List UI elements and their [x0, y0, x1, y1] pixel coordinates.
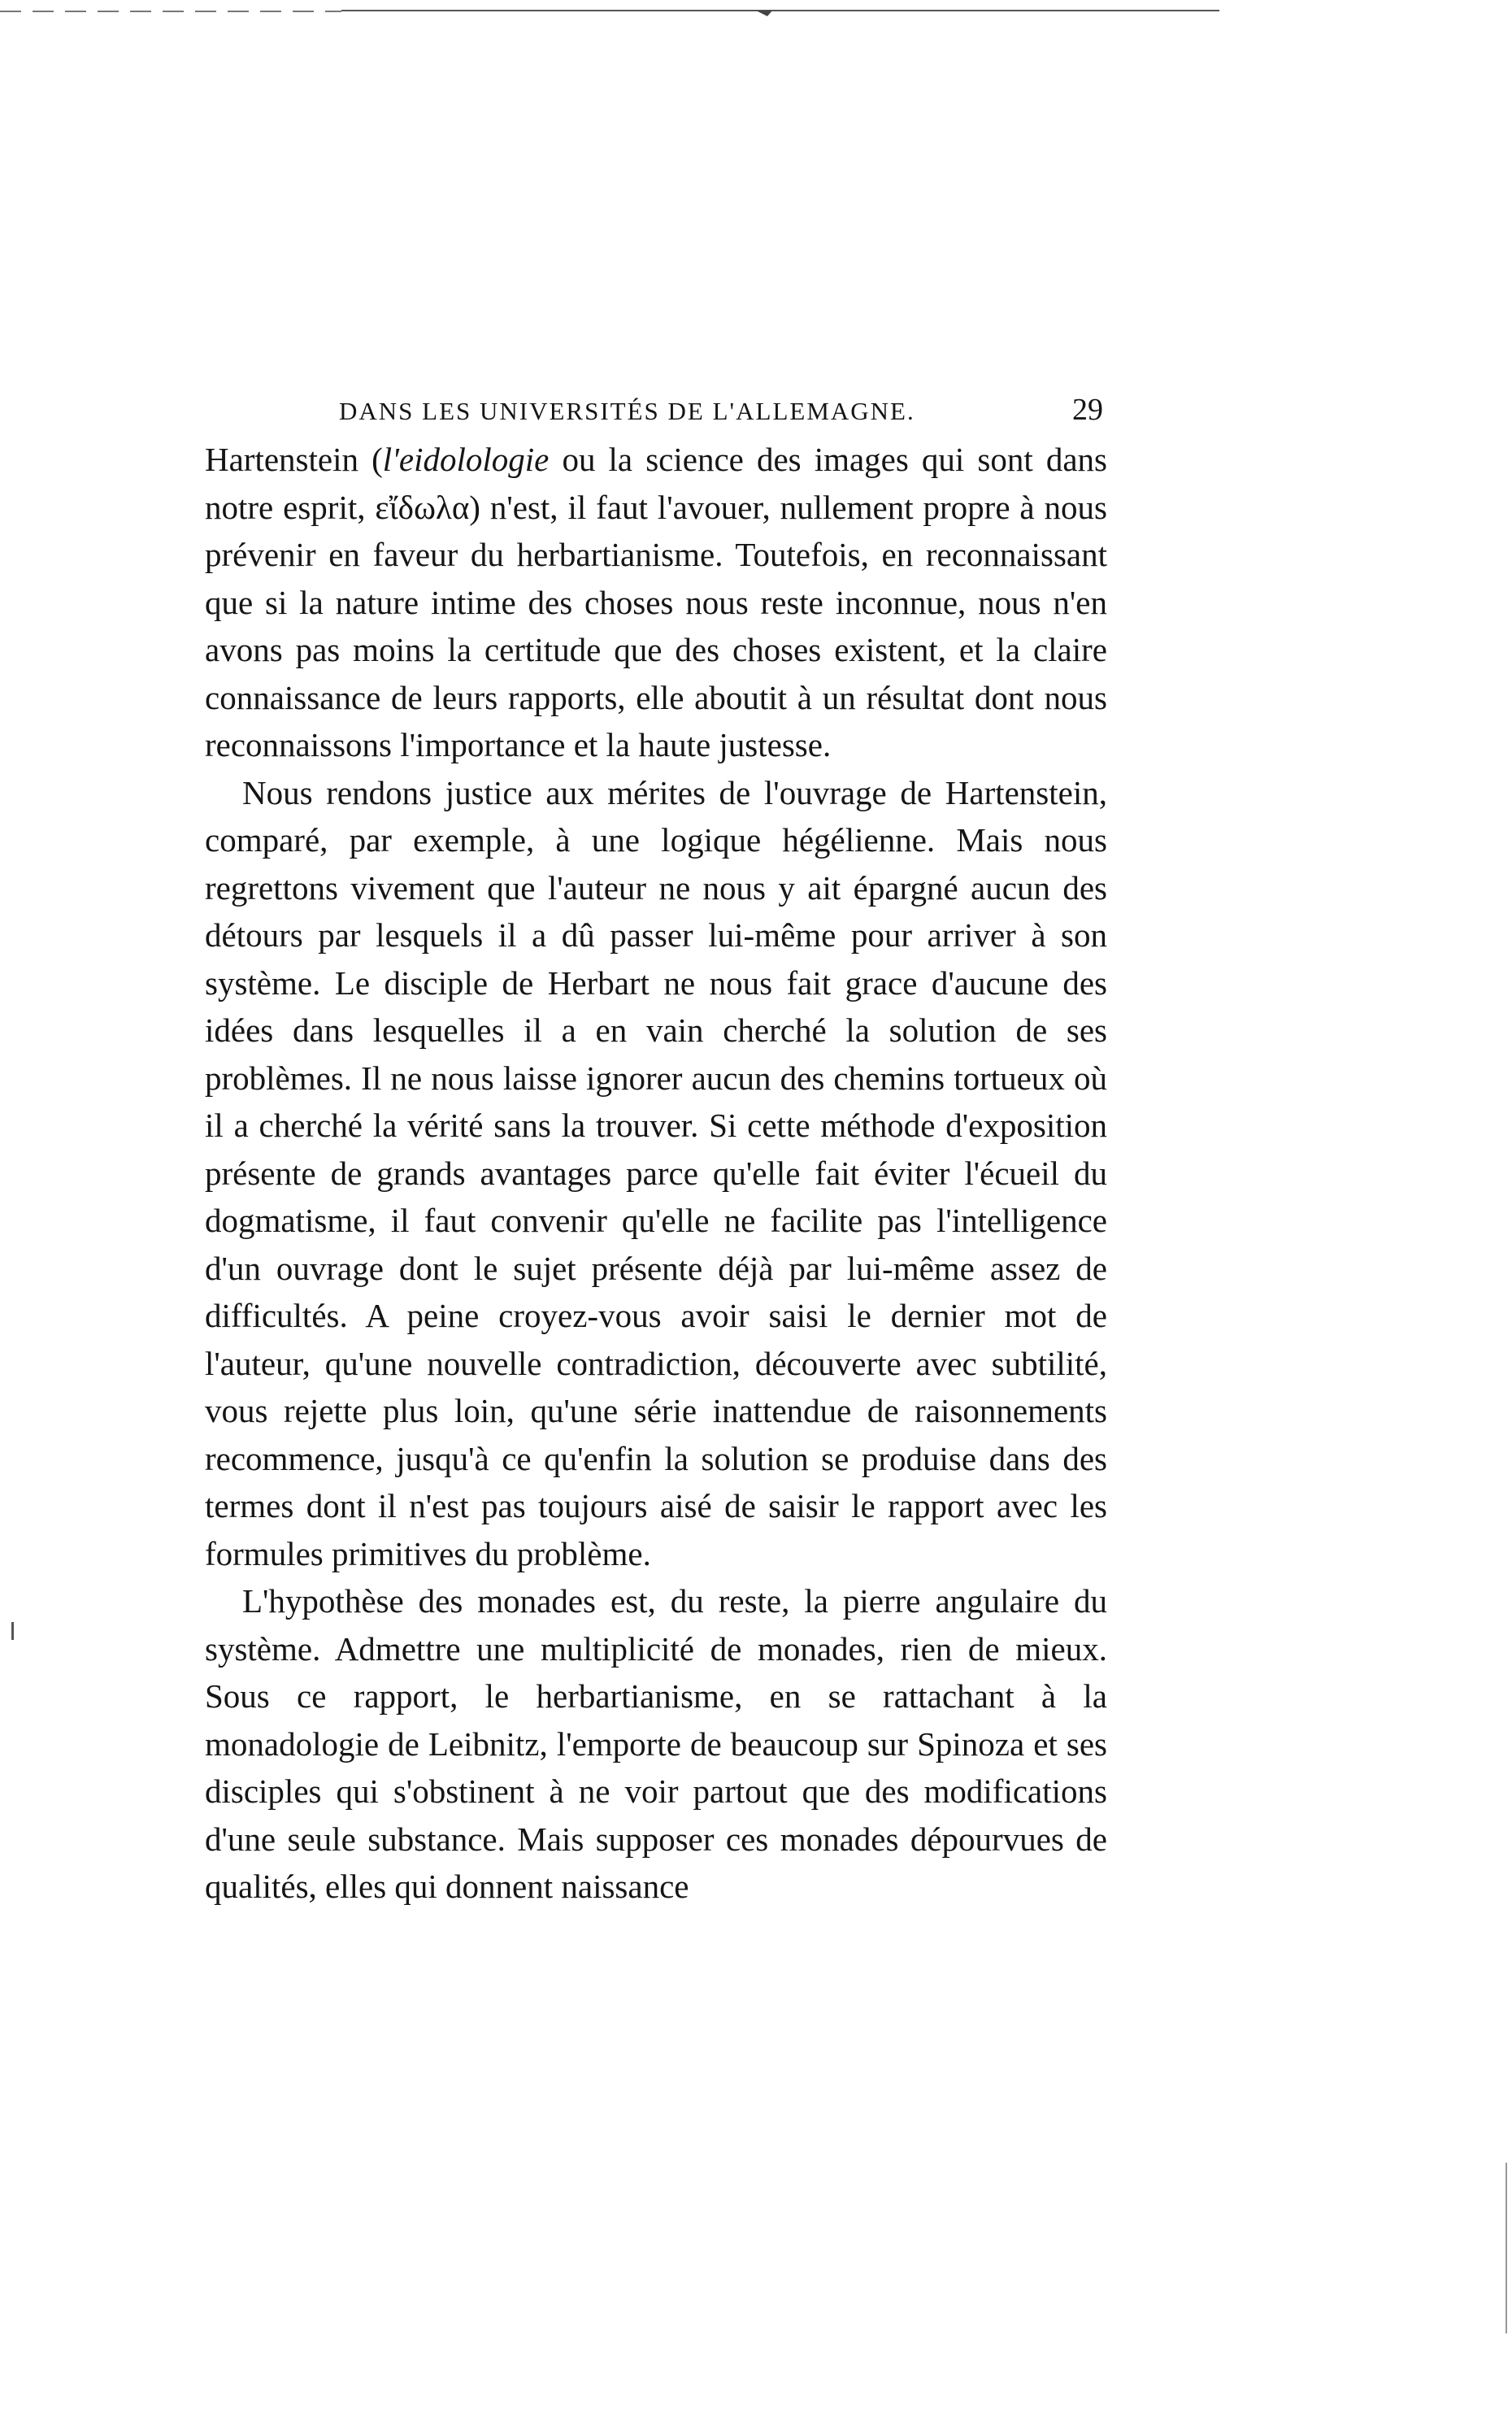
top-border-rule	[0, 5, 1219, 18]
page-number: 29	[1072, 393, 1103, 427]
paragraph-3: L'hypothèse des monades est, du reste, la pierre angulaire du système. Admettre une multiplicité de monades, rien de mieux. Sous ce rapport, le herbartianisme, en se rattachant à la monadologie de Leibnitz, l'emporte de beaucoup sur Spinoza et ses disciples qui s'obstinent à ne voir partout que des modifications d'une seule substance. Mais supposer ces monades dépourvues de qualités, elles qui donnent naissance	[205, 1582, 1107, 1905]
paragraph-2: Nous rendons justice aux mérites de l'ouvrage de Hartenstein, comparé, par exemple, à une logique hégélienne. Mais nous regrettons vivement que l'auteur ne nous y ait épargné aucun des détours par lesquels il a dû passer lui-même pour arriver à son système. Le disciple de Herbart ne nous fait grace d'aucune des idées dans lesquelles il a en vain cherché la solution de ses problèmes. Il ne nous laisse ignorer aucun des chemins tortueux où il a cherché la vérité sans la trouver. Si cette méthode d'exposition présente de grands avantages parce qu'elle fait éviter l'écueil du dogmatisme, il faut convenir qu'elle ne facilite pas l'intelligence d'un ouvrage dont le sujet présente déjà par lui-même assez de difficultés. A peine croyez-vous avoir saisi le dernier mot de l'auteur, qu'une nouvelle contradiction, découverte avec subtilité, vous rejette plus loin, qu'une série inattendue de raisonnements recommence, jusqu'à ce qu'enfin la solution se produise dans des termes dont il n'est pas toujours aisé de saisir le rapport avec les formules primitives du problème.	[205, 773, 1107, 1572]
paragraph-1-before: Hartenstein (	[205, 441, 383, 478]
left-margin-mark	[11, 1622, 14, 1640]
running-head	[205, 382, 1107, 436]
book-page	[205, 382, 1107, 1911]
running-title: DANS LES UNIVERSITÉS DE L'ALLEMAGNE.	[339, 397, 915, 425]
paragraph-1-after: ou la science des images qui sont dans notre esprit, εἴδωλα) n'est, il faut l'avouer, nullement propre à nous prévenir en faveur du herbartianisme. Toutefois, en reconnaissant que si la nature intime des choses nous reste inconnue, nous n'en avons pas moins la certitude que des choses existent, et la claire connaissance de leurs rapports, elle aboutit à un résultat dont nous reconnaissons l'importance et la haute justesse.	[205, 441, 1107, 763]
right-margin-mark	[1505, 2163, 1507, 2333]
italic-term: l'eidolologie	[382, 441, 550, 478]
body-text	[205, 436, 1107, 1911]
paragraph-continuation	[205, 436, 1107, 769]
